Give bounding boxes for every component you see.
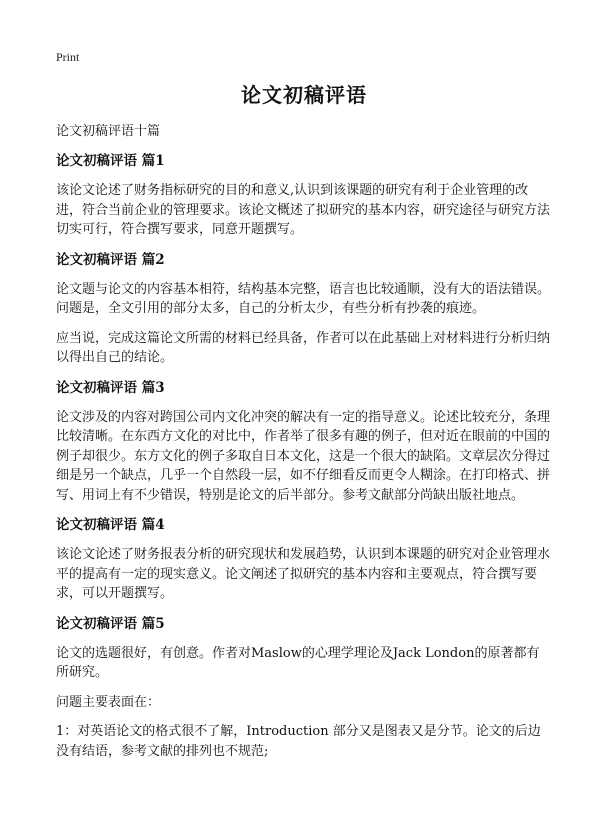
section-paragraph: 该论文论述了财务报表分析的研究现状和发展趋势，认识到本课题的研究对企业管理水平的提高有一定的现实意义。论文阐述了拟研究的基本内容和主要观点，符合撰写要求，可以开题撰写。 (56, 547, 551, 601)
section-4 (56, 515, 552, 604)
section-2 (56, 250, 552, 368)
section-paragraph: 论文涉及的内容对跨国公司内文化冲突的解决有一定的指导意义。论述比较充分，条理比较清晰。在东西方文化的对比中，作者举了很多有趣的例子，但对近在眼前的中国的例子却很少。东方文化的例子多取自日本文化，这是一个很大的缺陷。文章层次分得过细是另一个缺点，几乎一个自然段一层，如不仔细看反而更令人糊涂。在打印格式、拼写、用词上有不少错误，特别是论文的后半部分。参考文献部分尚缺出版社地点。 (56, 409, 551, 503)
section-heading: 论文初稿评语 篇4 (56, 517, 165, 533)
section-5 (56, 614, 552, 762)
section-paragraph: 论文的选题很好，有创意。作者对Maslow的心理学理论及Jack London的原著都有所研究。 (56, 645, 540, 680)
section-1 (56, 151, 552, 240)
section-paragraph: 论文题与论文的内容基本相符，结构基本完整，语言也比较通顺，没有大的语法错误。问题是，全文引用的部分太多，自己的分析太少，有些分析有抄袭的痕迹。 (56, 281, 551, 316)
sections-container (56, 151, 552, 761)
document-subtitle: 论文初稿评语十篇 (56, 124, 161, 139)
section-paragraph: 问题主要表面在： (56, 694, 161, 710)
section-paragraph: 应当说，完成这篇论文所需的材料已经具备，作者可以在此基础上对材料进行分析归纳以得出自己的结论。 (56, 330, 551, 365)
section-paragraph: 该论文论述了财务指标研究的目的和意义,认识到该课题的研究有利于企业管理的改进，符合当前企业的管理要求。该论文概述了拟研究的基本内容，研究途径与研究方法切实可行，符合撰写要求，同意开题撰写。 (56, 183, 551, 237)
section-heading: 论文初稿评语 篇5 (56, 615, 165, 632)
print-link[interactable]: Print (56, 50, 80, 64)
section-heading: 论文初稿评语 篇2 (56, 251, 165, 268)
section-paragraph: 1：对英语论文的格式很不了解，Introduction 部分又是图表又是分节。论文的后边没有结语，参考文献的排列也不规范; (56, 724, 541, 759)
section-heading: 论文初稿评语 篇3 (56, 379, 165, 396)
page-title: 论文初稿评语 (241, 83, 367, 107)
section-heading: 论文初稿评语 篇1 (56, 153, 165, 169)
section-3 (56, 378, 552, 506)
